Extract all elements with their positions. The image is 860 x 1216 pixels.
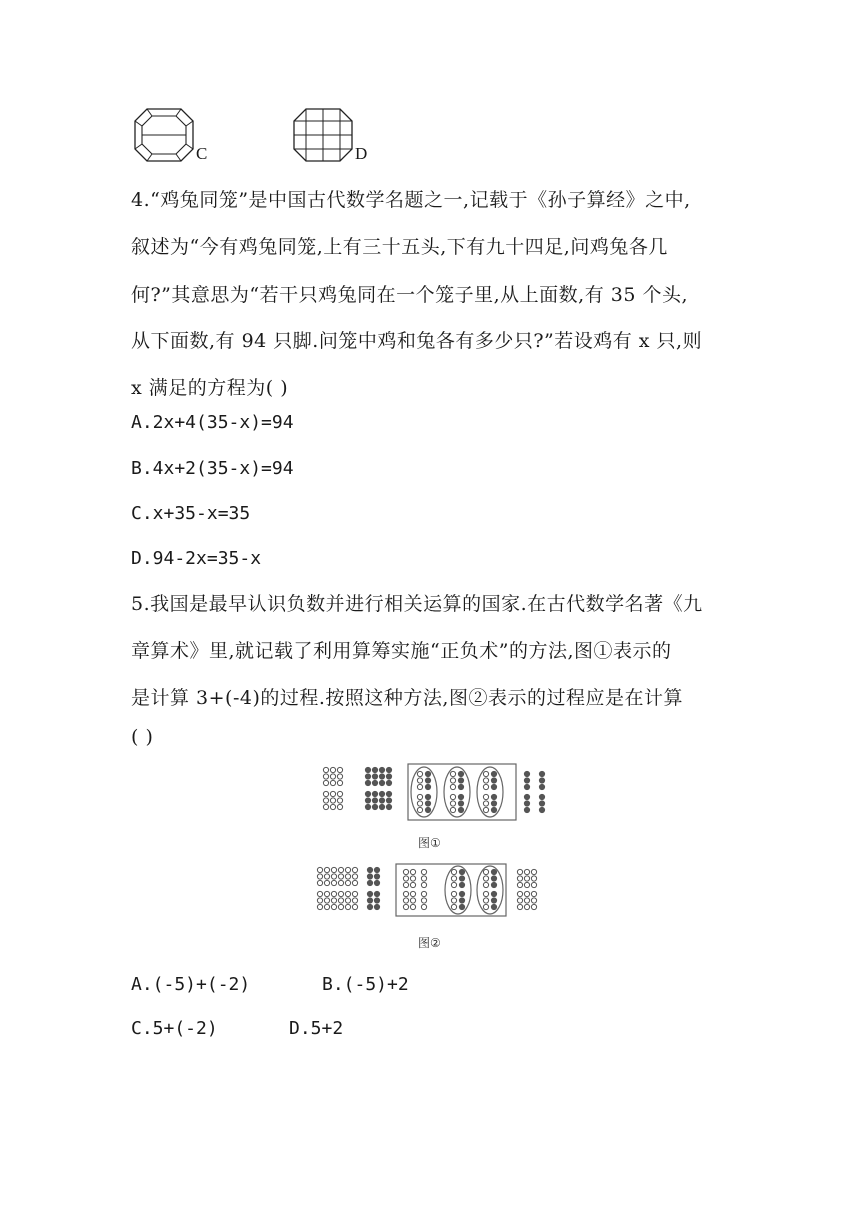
figure-2-caption: 图② — [418, 936, 441, 950]
q5-option-b: B.(-5)+2 — [322, 974, 409, 995]
q5-line-1: 5.我国是最早认识负数并进行相关运算的国家.在古代数学名著《九 — [131, 593, 703, 615]
q5-line-2: 章算术》里,就记载了利用算筹实施“正负术”的方法,图①表示的 — [131, 640, 672, 662]
q5-option-c: C.5+(-2) — [131, 1018, 218, 1039]
counting-rods-figure-2 — [314, 862, 554, 918]
q5-option-a: A.(-5)+(-2) — [131, 974, 251, 995]
counting-rods-figure-1 — [320, 762, 550, 822]
q4-line-2: 叙述为“今有鸡兔同笼,上有三十五头,下有九十四足,问鸡兔各几 — [131, 236, 668, 258]
q4-line-5: x 满足的方程为( ) — [131, 377, 289, 399]
octagon-shape-d — [293, 108, 353, 162]
shape-d-label: D — [355, 144, 368, 163]
q4-line-3: 何?”其意思为“若干只鸡兔同在一个笼子里,从上面数,有 35 个头, — [131, 284, 688, 306]
octagon-shape-c — [134, 108, 194, 162]
figure-1-caption: 图① — [418, 836, 441, 850]
q5-option-d: D.5+2 — [289, 1018, 344, 1039]
q4-option-d: D.94-2x=35-x — [131, 548, 262, 569]
q5-line-4: ( ) — [131, 726, 154, 748]
q4-line-1: 4.“鸡兔同笼”是中国古代数学名题之一,记载于《孙子算经》之中, — [131, 189, 691, 211]
q4-option-b: B.4x+2(35-x)=94 — [131, 458, 294, 479]
q4-option-a: A.2x+4(35-x)=94 — [131, 412, 294, 433]
q4-line-4: 从下面数,有 94 只脚.问笼中鸡和兔各有多少只?”若设鸡有 x 只,则 — [131, 330, 703, 352]
q5-line-3: 是计算 3+(-4)的过程.按照这种方法,图②表示的过程应是在计算 — [131, 687, 683, 709]
shape-c-label: C — [196, 144, 208, 163]
q4-option-c: C.x+35-x=35 — [131, 503, 251, 524]
